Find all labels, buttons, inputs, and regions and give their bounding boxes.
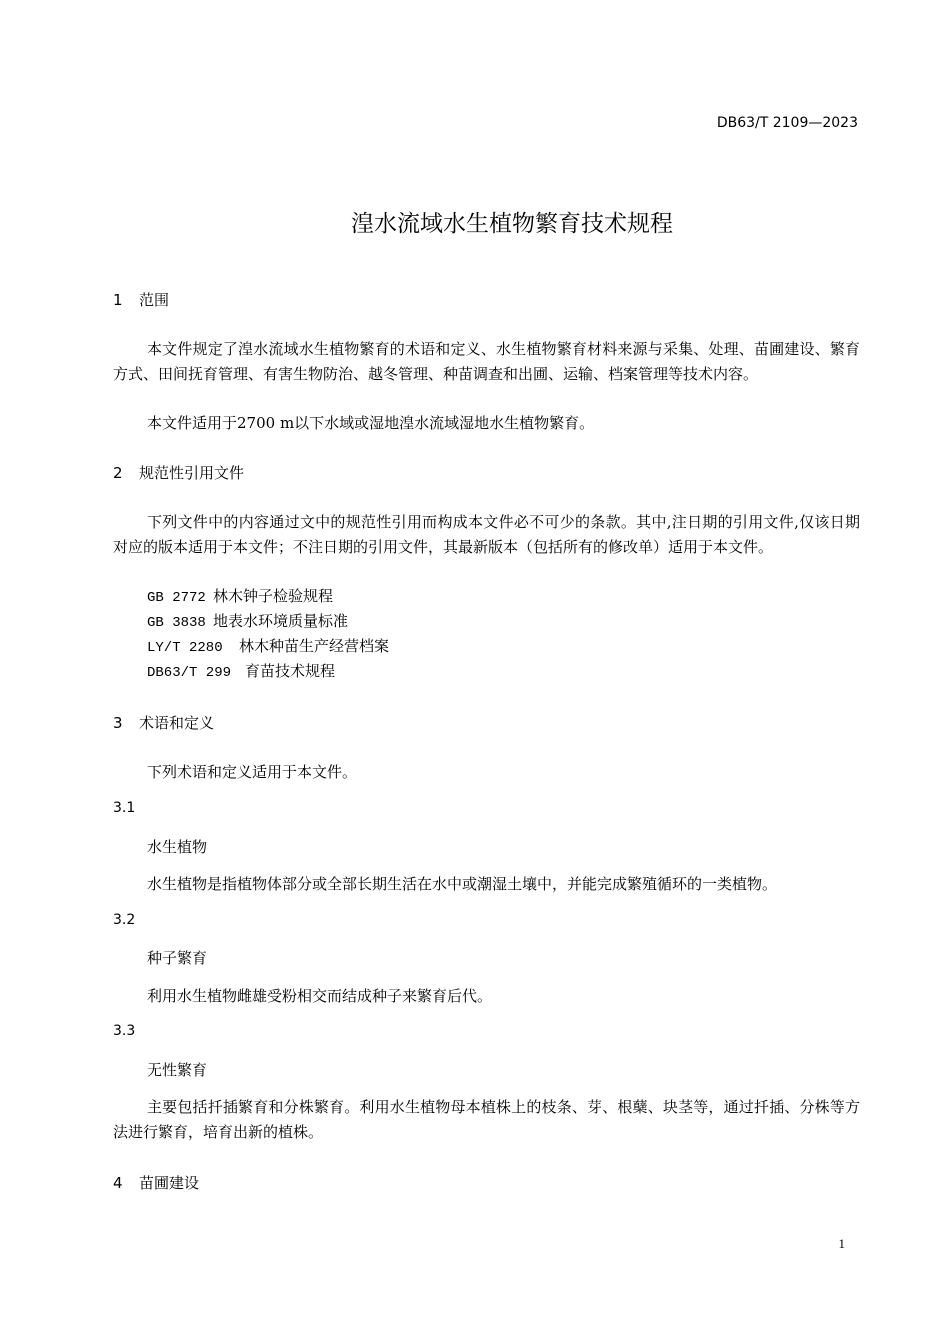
scope-paragraph-2: 本文件适用于2700 m以下水域或湿地湟水流域湿地水生植物繁育。 xyxy=(147,414,595,432)
section-title: 范围 xyxy=(139,291,170,309)
reference-code: GB 3838 xyxy=(147,615,206,631)
section-number: 3 xyxy=(113,714,123,732)
reference-code: DB63/T 299 xyxy=(147,665,232,681)
term-definition: 利用水生植物雌雄受粉相交而结成种子来繁育后代。 xyxy=(147,987,493,1005)
reference-item xyxy=(147,634,389,661)
references-paragraph: 下列文件中的内容通过文中的规范性引用而构成本文件必不可少的条款。其中,注日期的引用文件,仅该日期对应的版本适用于本文件；不注日期的引用文件，其最新版本（包括所有的修改单）适用于本文件。 xyxy=(113,513,860,556)
section-title: 规范性引用文件 xyxy=(139,464,245,482)
term-definition: 主要包括扦插繁育和分株繁育。利用水生植物母本植株上的枝条、芽、根蘖、块茎等，通过扦插、分株等方法进行繁育，培育出新的植株。 xyxy=(113,1098,860,1141)
section-number: 4 xyxy=(113,1174,123,1192)
page-number: 1 xyxy=(838,1236,845,1251)
reference-code: GB 2772 xyxy=(147,590,206,606)
reference-name: 育苗技术规程 xyxy=(245,662,336,680)
term-definition: 水生植物是指植物体部分或全部长期生活在水中或潮湿土壤中，并能完成繁殖循环的一类植物。 xyxy=(147,875,778,893)
section-title: 苗圃建设 xyxy=(139,1174,200,1192)
section-heading-normative-references xyxy=(113,462,244,483)
reference-name: 地表水环境质量标准 xyxy=(213,612,349,630)
section-heading-terms xyxy=(113,712,214,733)
term-name: 种子繁育 xyxy=(147,949,208,967)
document-title: 湟水流域水生植物繁育技术规程 xyxy=(351,211,673,237)
clause-number: 3.2 xyxy=(113,912,136,928)
reference-item xyxy=(147,659,335,686)
reference-item xyxy=(147,584,333,611)
standard-code: DB63/T 2109—2023 xyxy=(716,115,858,131)
section-title: 术语和定义 xyxy=(139,714,215,732)
section-number: 1 xyxy=(113,291,123,309)
term-name: 水生植物 xyxy=(147,838,208,856)
reference-item xyxy=(147,609,348,636)
term-name: 无性繁育 xyxy=(147,1061,208,1079)
reference-code: LY/T 2280 xyxy=(147,640,223,656)
section-number: 2 xyxy=(113,464,123,482)
clause-number: 3.1 xyxy=(113,800,136,816)
scope-paragraph-1: 本文件规定了湟水流域水生植物繁育的术语和定义、水生植物繁育材料来源与采集、处理、苗圃建设、繁育方式、田间抚育管理、有害生物防治、越冬管理、种苗调查和出圃、运输、档案管理等技术内容。 xyxy=(113,340,860,383)
reference-name: 林木种苗生产经营档案 xyxy=(239,637,390,655)
section-heading-scope xyxy=(113,289,169,310)
terms-intro: 下列术语和定义适用于本文件。 xyxy=(147,763,358,781)
clause-number: 3.3 xyxy=(113,1023,136,1039)
reference-name: 林木钟子检验规程 xyxy=(213,587,334,605)
section-heading-nursery xyxy=(113,1172,199,1193)
